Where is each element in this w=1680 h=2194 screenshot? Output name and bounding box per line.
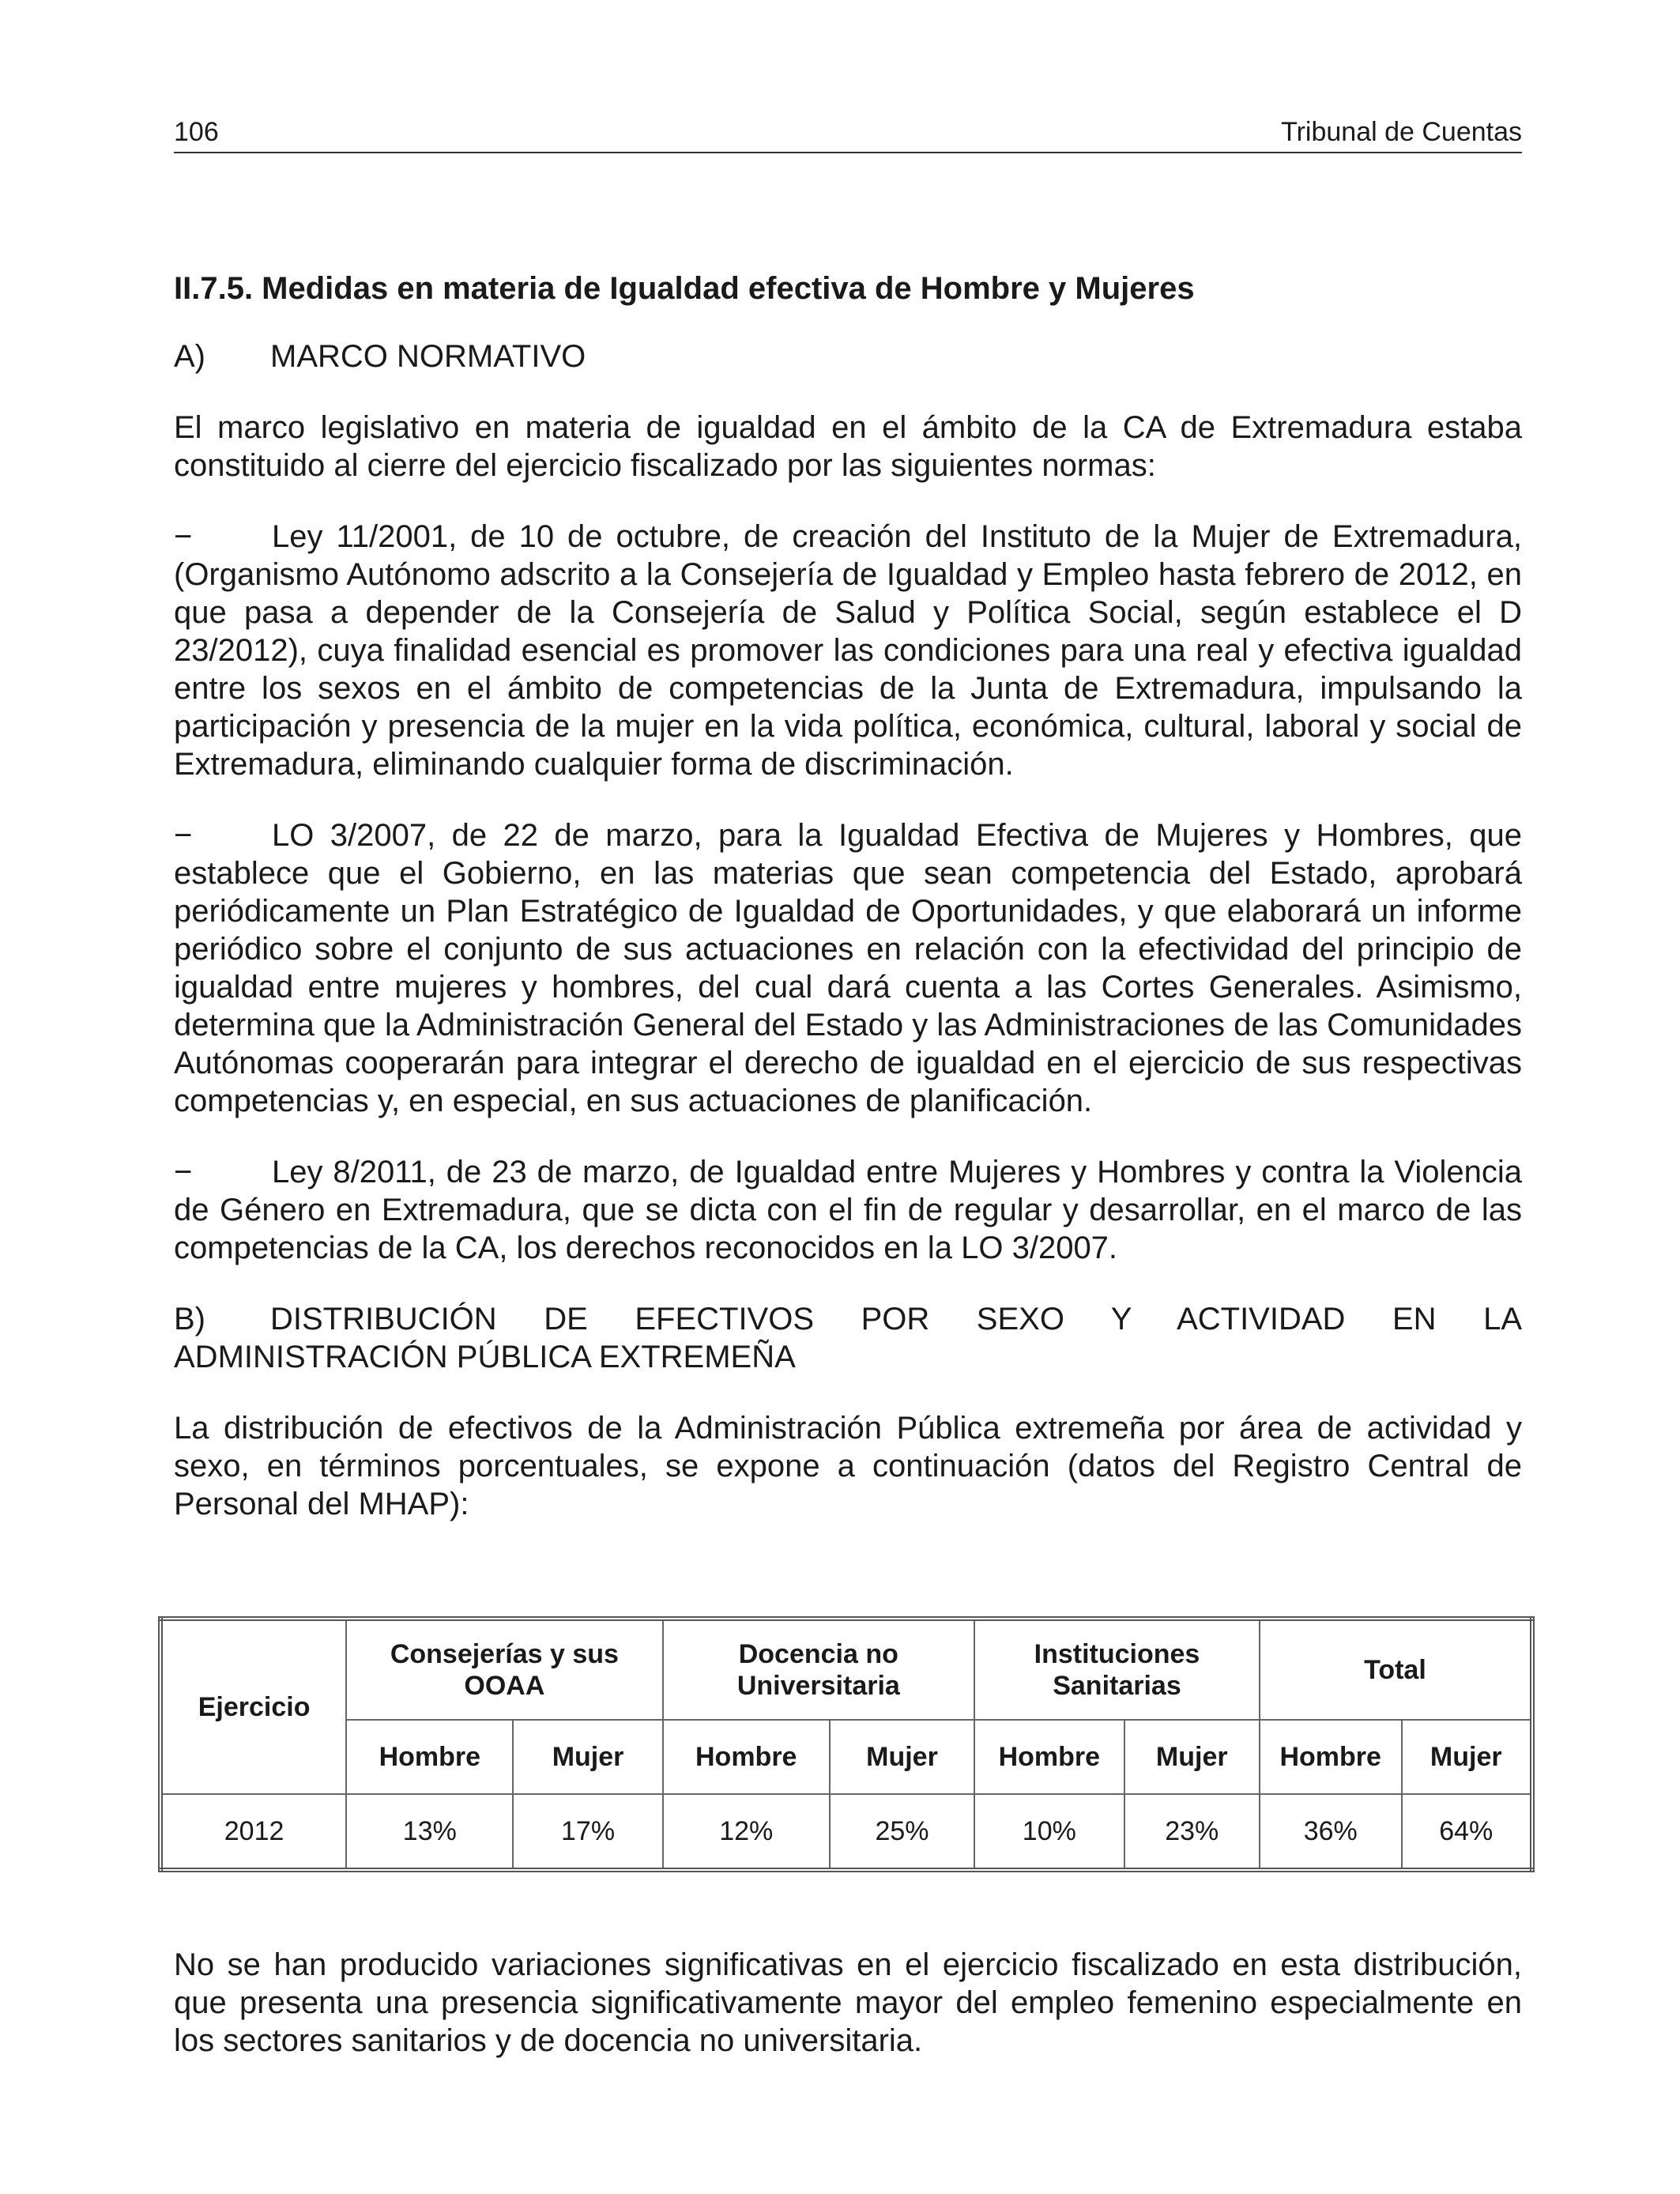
cell-year: 2012 [160,1794,346,1870]
cell-value: 17% [513,1794,662,1870]
table-row [160,1794,1532,1870]
bullet-text: LO 3/2007, de 22 de marzo, para la Igualdad Efectiva de Mujeres y Hombres, que establece que el Gobierno, en las materias que sean competencia del Estado, aprobará periódicamente un Plan Estratégico de Igualdad de Oportunidades, y que elaborará un informe periódico sobre el conjunto de sus actuaciones en relación con la efectividad del principio de igualdad entre mujeres y hombres, del cual dará cuenta a las Cortes Generales. Asimismo, determina que la Administración General del Estado y las Administraciones de las Comunidades Autónomas cooperarán para integrar el derecho de igualdad en el ejercicio de sus respectivas competencias y, en especial, en sus actuaciones de planificación. [174,818,1522,1118]
closing-paragraph: No se han producido variaciones significativas en el ejercicio fiscalizado en esta distribución, que presenta una presencia significativamente mayor del empleo femenino especialmente en los sectores sanitarios y de docencia no universitaria. [174,1947,1522,2058]
cell-value: 23% [1124,1794,1260,1870]
header-group-consejerias: Consejerías y sus OOAA [346,1619,662,1720]
bullet-marker: − [174,818,193,853]
page-header [174,117,1522,153]
subsection-a-label: A) [174,339,205,374]
bullet-item [174,816,1522,1120]
subsection-a-title: MARCO NORMATIVO [270,339,586,374]
header-group-total: Total [1260,1619,1532,1720]
bullet-text: Ley 8/2011, de 23 de marzo, de Igualdad entre Mujeres y Hombres y contra la Violencia de Género en Extremadura, que se dicta con el fin de regular y desarrollar, en el marco de las competencias de la CA, los derechos reconocidos en la LO 3/2007. [174,1155,1522,1265]
cell-value: 10% [974,1794,1124,1870]
table-intro-paragraph: La distribución de efectivos de la Administración Pública extremeña por área de actividad y sexo, en términos porcentuales, se expone a continuación (datos del Registro Central de Personal del MHAP): [174,1411,1522,1521]
cell-value: 25% [830,1794,974,1870]
cell-value: 12% [663,1794,830,1870]
cell-value: 36% [1260,1794,1402,1870]
header-ejercicio: Ejercicio [160,1619,346,1794]
bullet-text: Ley 11/2001, de 10 de octubre, de creación del Instituto de la Mujer de Extremadura, (Organismo Autónomo adscrito a la Consejería de Igualdad y Empleo hasta febrero de 2012, en que pasa a depender de la Consejería de Salud y Política Social, según establece el D 23/2012), cuya finalidad esencial es promover las condiciones para una real y efectiva igualdad entre los sexos en el ámbito de competencias de la Junta de Extremadura, impulsando la participación y presencia de la mujer en la vida política, económica, cultural, laboral y social de Extremadura, eliminando cualquier forma de discriminación. [174,519,1522,782]
subsection-b-heading-cont [174,1338,1522,1376]
subheader-mujer: Mujer [1402,1720,1532,1794]
subsection-a-heading [174,337,1522,375]
distribution-table [158,1616,1535,1872]
header-organization: Tribunal de Cuentas [1281,117,1522,147]
subheader-mujer: Mujer [1124,1720,1260,1794]
section-title: II.7.5. Medidas en materia de Igualdad efectiva de Hombre y Mujeres [174,271,1195,306]
header-group-sanitarias: Instituciones Sanitarias [974,1619,1260,1720]
header-group-docencia: Docencia no Universitaria [663,1619,974,1720]
bullet-item [174,1153,1522,1267]
bullet-marker: − [174,519,193,554]
subsection-b-title-line1: DISTRIBUCIÓN DE EFECTIVOS POR SEXO Y ACTIVIDAD EN LA [270,1302,1522,1336]
subheader-hombre: Hombre [974,1720,1124,1794]
cell-value: 13% [346,1794,513,1870]
subsection-b-heading [174,1300,1522,1338]
subheader-hombre: Hombre [346,1720,513,1794]
subsection-b-label: B) [174,1302,205,1336]
subheader-hombre: Hombre [663,1720,830,1794]
page-number: 106 [174,117,219,147]
subheader-mujer: Mujer [513,1720,662,1794]
intro-paragraph: El marco legislativo en materia de igualdad en el ámbito de la CA de Extremadura estaba constituido al cierre del ejercicio fiscalizado por las siguientes normas: [174,410,1522,483]
cell-value: 64% [1402,1794,1532,1870]
main-content [174,265,1522,1556]
subheader-mujer: Mujer [830,1720,974,1794]
subsection-b-title-line2: ADMINISTRACIÓN PÚBLICA EXTREMEÑA [174,1340,796,1374]
bullet-item [174,518,1522,783]
bullet-marker: − [174,1155,193,1189]
subheader-hombre: Hombre [1260,1720,1402,1794]
